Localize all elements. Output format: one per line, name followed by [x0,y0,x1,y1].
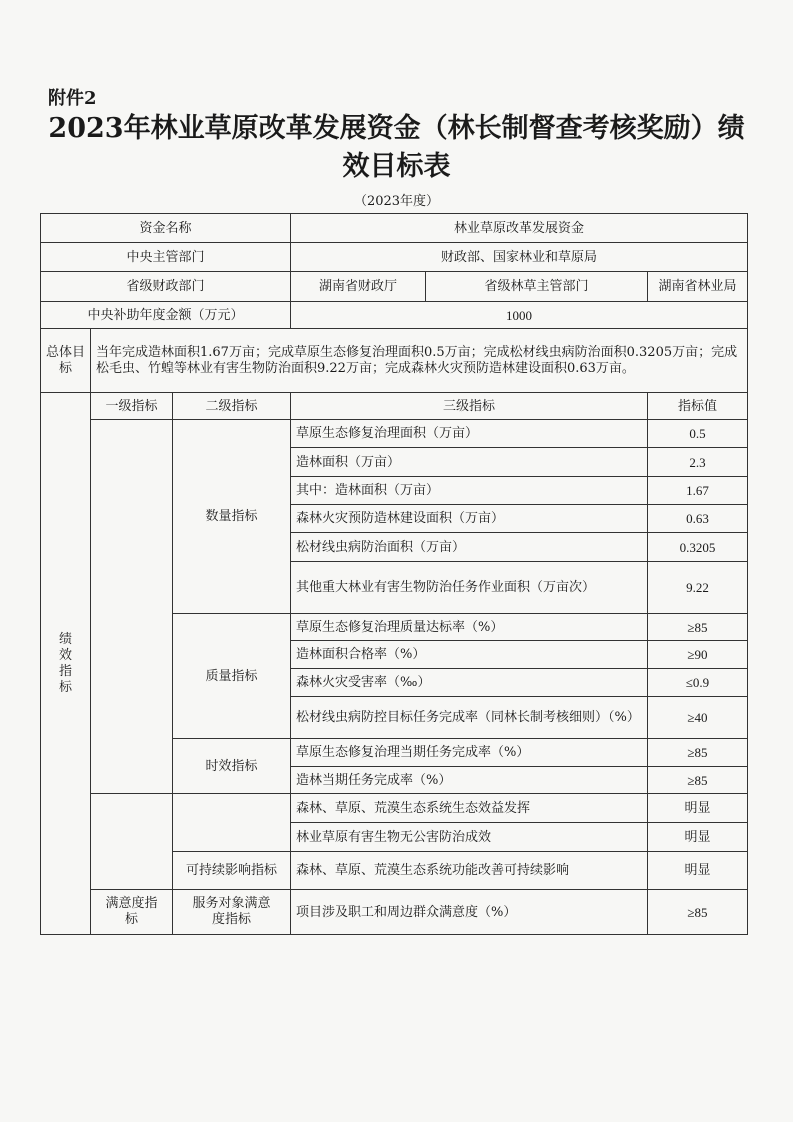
quality-item-value: ≤0.9 [648,669,748,697]
table-row [41,890,748,935]
timeliness-item-name: 草原生态修复治理当期任务完成率（%） [291,739,648,767]
quantity-item-value: 1.67 [648,477,748,505]
quantity-item-name: 其中：造林面积（万亩） [291,477,648,505]
quantity-item-value: 9.22 [648,562,748,614]
fund-name-value: 林业草原改革发展资金 [291,214,748,243]
fund-name-label: 资金名称 [41,214,291,243]
table-row [41,243,748,272]
header-level2: 二级指标 [173,393,291,420]
attachment-label: 附件2 [48,88,97,109]
quantity-item-value: 2.3 [648,448,748,477]
header-value: 指标值 [648,393,748,420]
quality-item-value: ≥40 [648,697,748,739]
table-row [41,214,748,243]
quantity-item-name: 其他重大林业有害生物防治任务作业面积（万亩次） [291,562,648,614]
level2-benefit-cell [173,794,291,852]
benefit-item-name: 林业草原有害生物无公害防治成效 [291,823,648,852]
subsidy-label: 中央补助年度金额（万元） [41,302,291,329]
timeliness-item-name: 造林当期任务完成率（%） [291,767,648,794]
quantity-item-value: 0.5 [648,420,748,448]
benefit-item-name: 森林、草原、荒漠生态系统生态效益发挥 [291,794,648,823]
table-row [41,329,748,393]
level1-benefit-cell [91,794,173,890]
quality-indicator-label: 质量指标 [173,614,291,739]
quantity-item-value: 0.63 [648,505,748,533]
benefit-item-value: 明显 [648,794,748,823]
table-row [41,393,748,420]
quality-item-name: 松材线虫病防控目标任务完成率（同林长制考核细则）（%） [291,697,648,739]
satisfaction-item-name: 项目涉及职工和周边群众满意度（%） [291,890,648,935]
table-row [41,794,748,823]
table-row [41,272,748,302]
table-row [41,302,748,329]
header-level1: 一级指标 [91,393,173,420]
table-row [41,420,748,448]
prov-finance-value: 湖南省财政厅 [291,272,426,302]
central-dept-label: 中央主管部门 [41,243,291,272]
quality-item-name: 草原生态修复治理质量达标率（%） [291,614,648,641]
perf-indicator-label: 绩效指标 [41,393,91,935]
overall-target-text: 当年完成造林面积1.67万亩；完成草原生态修复治理面积0.5万亩；完成松材线虫病防治面积0.3205万亩；完成松毛虫、竹蝗等林业有害生物防治面积9.22万亩；完成森林火灾预防造林建设面积0.63万亩。 [91,329,748,393]
prov-forestry-label: 省级林草主管部门 [426,272,648,302]
performance-target-table [40,213,748,935]
subsidy-amount: 1000 [291,302,748,329]
header-level3: 三级指标 [291,393,648,420]
sustain-item-value: 明显 [648,852,748,890]
year-note: （2023年度） [353,194,440,209]
central-dept-value: 财政部、国家林业和草原局 [291,243,748,272]
prov-finance-label: 省级财政部门 [41,272,291,302]
quality-item-value: ≥90 [648,641,748,669]
quality-item-value: ≥85 [648,614,748,641]
quantity-item-name: 草原生态修复治理面积（万亩） [291,420,648,448]
sustain-item-name: 森林、草原、荒漠生态系统功能改善可持续影响 [291,852,648,890]
level1-output-cell [91,420,173,794]
quality-item-name: 森林火灾受害率（‰） [291,669,648,697]
timeliness-indicator-label: 时效指标 [173,739,291,794]
timeliness-item-value: ≥85 [648,767,748,794]
quantity-item-name: 造林面积（万亩） [291,448,648,477]
satisfaction-level2-label: 服务对象满意度指标 [173,890,291,935]
satisfaction-item-value: ≥85 [648,890,748,935]
quality-item-name: 造林面积合格率（%） [291,641,648,669]
timeliness-item-value: ≥85 [648,739,748,767]
quantity-item-name: 森林火灾预防造林建设面积（万亩） [291,505,648,533]
satisfaction-level1-label: 满意度指标 [91,890,173,935]
quantity-item-name: 松材线虫病防治面积（万亩） [291,533,648,562]
quantity-indicator-label: 数量指标 [173,420,291,614]
page-title: 2023年林业草原改革发展资金（林长制督查考核奖励）绩效目标表 [48,113,745,182]
prov-forestry-value: 湖南省林业局 [648,272,748,302]
overall-target-label: 总体目标 [41,329,91,393]
benefit-item-value: 明显 [648,823,748,852]
quantity-item-value: 0.3205 [648,533,748,562]
sustain-indicator-label: 可持续影响指标 [173,852,291,890]
